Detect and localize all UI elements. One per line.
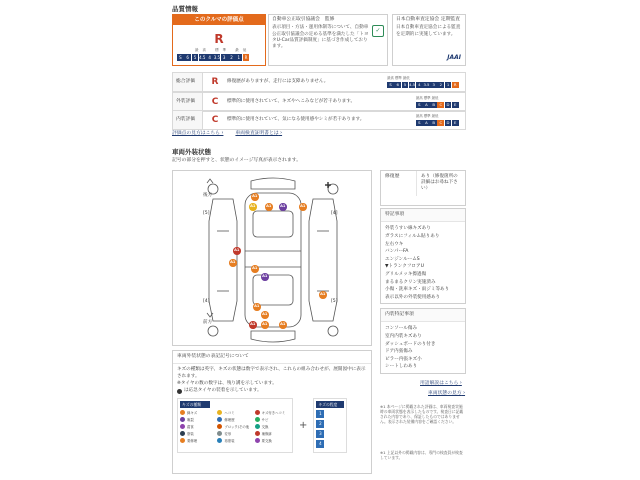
list-item: 小傷・洗車キズ・雨ジミ等あり	[385, 287, 450, 293]
level-badge: 1	[316, 410, 324, 418]
legend-dot-icon	[217, 410, 222, 415]
page-title: 品質情報	[172, 5, 198, 13]
legend-type-item	[217, 410, 252, 415]
legend-level-item	[316, 420, 344, 428]
repair-box	[380, 170, 466, 206]
legend-type-label: 塗装	[187, 431, 194, 436]
chevron-right-icon: ›	[278, 131, 283, 136]
legend-type-item	[180, 410, 215, 415]
rating-row-interior	[172, 110, 466, 130]
list-item: ドア内張傷み	[385, 349, 413, 355]
scale-cell: 4.5	[409, 82, 416, 87]
cert-link-label: 車両検査証明書とは	[235, 131, 279, 136]
scale-cell: 1	[235, 54, 242, 61]
legend-type-label: 腐食	[187, 424, 194, 429]
vehicle-link-label: 車両状態の見方	[428, 391, 462, 396]
legend-type-label: 亀裂	[187, 417, 194, 422]
rating-scale	[387, 82, 459, 88]
legend-type-item	[180, 431, 215, 436]
scale-cell: B	[430, 120, 437, 126]
note-1: ※1 本ページに掲載された評価は、車両検査実施時の車両状態を表示したものです。検査日に記載された内容であり、保証したものではありません。表示された装備内容をご確認ください。	[380, 404, 464, 425]
legend-type-label: 要修理	[187, 438, 198, 443]
side-label: [5]	[331, 299, 338, 304]
scale-cell: 4.5	[199, 55, 206, 60]
side-label: [5]	[203, 211, 210, 216]
damage-marker[interactable]: A1	[279, 321, 287, 329]
legend-type-label: 再塗装	[224, 438, 235, 443]
list-item: 左右ウキ	[385, 241, 404, 247]
list-item: ▼トランクフロアU	[385, 264, 424, 270]
inspection-text: 表示項目・方法・運用体制等について、自動車公正取引協議会の定める基準を満たした「トヨタU-Car品質評価制度」に基づき作成しております。	[272, 25, 369, 50]
note-2: ※1 上記以外の掲載内容は、専門の検査員が検査しています。	[380, 450, 463, 461]
legend-type-item	[180, 417, 215, 422]
legend-type-label: 修理歴	[224, 417, 235, 422]
eval-card-header: このクルマの評価点	[173, 15, 265, 25]
scale-cell: 4	[206, 54, 213, 61]
legend-type-item	[217, 417, 252, 422]
legend-level-item	[316, 440, 344, 448]
rating-scale-label: 最高 標準 最低	[387, 76, 410, 80]
scale-cell: R	[243, 54, 250, 61]
repair-title: 修復歴	[381, 171, 417, 196]
legend-dot-icon	[180, 431, 185, 436]
scale-cell: 6	[184, 54, 191, 61]
rating-desc: 修復歴がありますが、走行には支障ありません。	[227, 78, 329, 84]
legend-dot-icon	[255, 424, 260, 429]
legend-type-label: 変形	[224, 431, 232, 436]
interior-box	[380, 308, 466, 374]
list-item: 室内内装キズあり	[385, 334, 422, 340]
level-badge: 4	[316, 440, 324, 448]
list-item: まるまるクリン実施済み	[385, 279, 436, 285]
scale-cell: A	[423, 120, 430, 126]
scale-cell: 3.5	[423, 82, 430, 87]
legend-dot-icon	[217, 417, 222, 422]
rating-label: 総合評価	[173, 73, 203, 91]
level-badge: 2	[316, 420, 324, 428]
legend-dot-icon	[255, 417, 260, 422]
damage-marker[interactable]: A1	[233, 247, 241, 255]
interior-list	[381, 322, 465, 374]
rating-scale	[416, 102, 459, 108]
legend-type-item	[255, 424, 290, 429]
vehicle-diagram	[172, 170, 372, 346]
legend-type-item	[255, 417, 290, 422]
legend-type-item	[255, 438, 290, 443]
list-item: ガラスにフィルム貼りあり	[385, 234, 440, 240]
legend-dot-icon	[217, 431, 222, 436]
damage-marker[interactable]: A1	[299, 203, 307, 211]
legend-level-item	[316, 430, 344, 438]
scale-cell: E	[452, 102, 459, 108]
scale-cell: 2	[437, 82, 444, 88]
rating-grade: R	[211, 76, 219, 87]
scale-cell: 6	[394, 82, 401, 88]
rating-row-exterior	[172, 92, 466, 112]
legend-type-item	[180, 438, 215, 443]
eval-scale	[177, 54, 250, 61]
scale-cell: S	[387, 82, 394, 88]
damage-marker[interactable]: A1	[229, 259, 237, 267]
legend-levels	[313, 398, 347, 453]
scale-cell: 1	[445, 82, 452, 88]
legend-level-item	[316, 410, 344, 418]
list-item: グリルメッキ擦過傷	[385, 272, 427, 278]
legend-type-item	[180, 424, 215, 429]
scale-cell: C	[437, 120, 444, 126]
scale-cell: S	[177, 54, 184, 61]
scale-cell: B	[430, 102, 437, 108]
jaai-box	[392, 14, 466, 66]
legend-type-label: 要交換	[261, 438, 272, 443]
damage-marker[interactable]: A1	[279, 203, 287, 211]
vehicle-title: 車両外装状態	[172, 148, 211, 156]
legend-type-header: キズの種類	[180, 401, 210, 408]
interior-title: 内装特記事項	[381, 309, 465, 322]
scale-cell: 3.5	[213, 55, 221, 60]
eval-card-grade: R	[214, 32, 224, 46]
damage-marker[interactable]: A1	[261, 273, 269, 281]
damage-marker[interactable]: A1	[249, 321, 257, 329]
vehicle-status-link[interactable]	[428, 391, 465, 396]
legend-text1: キズの種類は英字、キズの状態は数字で表示され、これらの組み合わせが、展開図中に表示されます。	[177, 367, 366, 379]
list-item: コンソール傷み	[385, 326, 418, 332]
rating-row-overall	[172, 72, 466, 92]
list-item: 外装うすい線キズあり	[385, 226, 431, 232]
scale-cell: D	[446, 102, 450, 107]
legend-type-item	[217, 431, 252, 436]
inspection-box	[268, 14, 388, 66]
rating-grade: C	[211, 96, 219, 107]
legend-dot-icon	[255, 410, 260, 415]
rating-scale	[416, 120, 459, 126]
level-badge: 3	[316, 430, 324, 438]
legend-dot-icon	[255, 438, 260, 443]
legend-type-item	[217, 424, 252, 429]
list-item: エンジンルームS	[385, 256, 420, 262]
scale-cell: D	[446, 120, 450, 125]
legend-dot-icon	[180, 410, 185, 415]
legend-types	[177, 398, 293, 453]
scale-cell: S	[416, 120, 423, 126]
legend-type-label: 線キズ	[187, 410, 198, 415]
legend-dot-icon	[217, 438, 222, 443]
scale-cell: C	[437, 102, 444, 108]
features-title: 特記事項	[381, 209, 465, 222]
eval-card	[172, 14, 266, 66]
scale-cell: 3	[221, 54, 228, 61]
chevron-right-icon: ›	[219, 131, 224, 136]
jaai-logo-icon: JAAI	[447, 53, 461, 61]
legend-text2: ※タイヤの数の数字は、残り溝を示しています。	[177, 380, 277, 386]
legend-type-label: ブロック/その他	[224, 424, 250, 429]
rear-label: 後方	[203, 193, 213, 198]
jaai-text: 日本自動車査定協会による監査を定期的に実施しています。	[396, 25, 461, 37]
chevron-right-icon: ›	[458, 381, 462, 386]
legend-type-label: サビ	[261, 417, 269, 422]
legend-text3: は応急タイヤの装着を示しています。	[184, 388, 262, 394]
legend-dot-icon	[180, 438, 185, 443]
eval-scale-label: 最高 標準 最低	[195, 48, 251, 53]
spare-tire-icon	[177, 389, 182, 394]
legend-dot-icon	[217, 424, 222, 429]
rating-label: 内装評価	[173, 111, 203, 129]
vehicle-subtitle: 記号の部分を押すと、状態のイメージ写真が表示されます。	[172, 158, 301, 163]
damage-marker[interactable]: A1	[249, 203, 257, 211]
list-item: バンパーFA	[385, 249, 409, 255]
scale-cell: 4	[416, 82, 423, 88]
legend-type-item	[217, 438, 252, 443]
damage-marker[interactable]: A1	[251, 265, 259, 273]
list-item: ピラー内張キズ小	[385, 356, 422, 362]
legend-type-label: 補修跡	[261, 431, 272, 436]
inspection-title: 自動車公正取引協議会 監修	[272, 17, 335, 22]
check-seal-icon: ✓	[372, 25, 384, 37]
legend-type-label: キズ付きヘコミ	[261, 410, 286, 415]
legend-type-label: ヘコミ	[224, 410, 235, 415]
rating-scale-label: 最高 標準 最低	[415, 114, 439, 118]
scale-cell: S	[416, 102, 423, 108]
scale-cell: 5	[402, 82, 409, 88]
legend-title: 車両外装状態の表記記号について	[173, 351, 371, 364]
chevron-right-icon: ›	[461, 391, 466, 396]
damage-marker[interactable]: A1	[251, 193, 259, 201]
legend-box	[172, 350, 372, 474]
scale-cell: E	[452, 120, 459, 126]
legend-type-label: 交換	[261, 424, 269, 429]
jaai-title: 日本自動車査定協会 定期監査	[396, 17, 460, 22]
legend-dot-icon	[180, 424, 185, 429]
scale-cell: 5	[192, 54, 199, 61]
list-item: 表示以外の外装使用感あり	[385, 294, 441, 300]
legend-level-header: キズの程度	[316, 401, 344, 408]
damage-marker[interactable]: A1	[261, 311, 269, 319]
plus-icon: +	[299, 420, 308, 432]
cert-link[interactable]	[235, 131, 282, 137]
rating-desc: 標準的に使用されていて、気になる使用感やシミが若干あります。	[227, 116, 365, 122]
scale-cell: R	[452, 82, 459, 88]
scale-cell: 3	[430, 82, 437, 88]
legend-type-item	[255, 410, 290, 415]
legend-dot-icon	[180, 417, 185, 422]
legend-type-item	[255, 431, 290, 436]
repair-text: あり（修復箇所の詳細はお尋ね下さい）	[421, 174, 458, 192]
features-list	[381, 222, 465, 304]
list-item: ダッシュボードのり付き	[385, 341, 436, 347]
list-item: シートしわあり	[385, 364, 418, 370]
damage-marker[interactable]: A1	[265, 203, 273, 211]
scale-cell: A	[423, 102, 430, 108]
scale-cell: 2	[228, 54, 235, 61]
explanation-link[interactable]	[420, 381, 462, 386]
rating-desc: 標準的に使用されていて、キズやへこみなどが若干あります。	[227, 98, 356, 104]
features-box	[380, 208, 466, 304]
rating-label: 外装評価	[173, 93, 203, 111]
damage-marker[interactable]: A1	[261, 321, 269, 329]
damage-marker[interactable]: A1	[319, 291, 327, 299]
side-label: [4]	[331, 211, 338, 216]
explanation-link-label: 用語解説はこちら	[420, 381, 459, 386]
damage-marker[interactable]: A1	[253, 303, 261, 311]
legend-dot-icon	[255, 431, 260, 436]
rating-scale-label: 最高 標準 最低	[415, 96, 439, 100]
rating-grade: C	[211, 114, 219, 125]
side-label: [4]	[203, 299, 210, 304]
eval-link-label: 評価点の見方はこちら	[172, 131, 220, 136]
front-label: 前方	[203, 320, 213, 325]
eval-link[interactable]	[172, 131, 223, 137]
